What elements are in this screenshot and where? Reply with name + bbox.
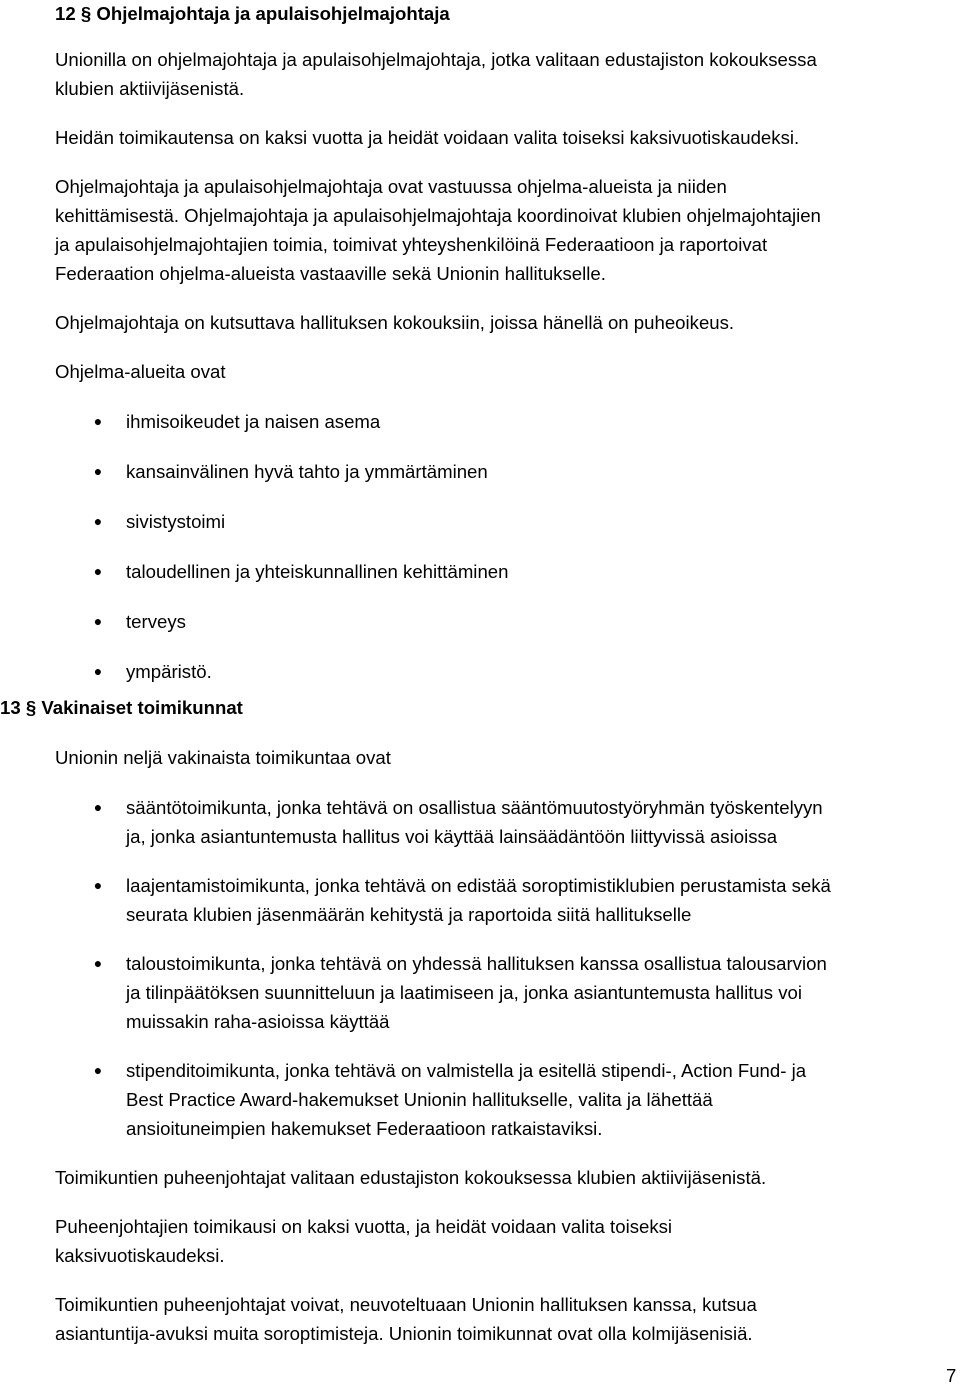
program-areas-list xyxy=(55,407,960,686)
bullet-icon: ● xyxy=(93,877,103,893)
paragraph-chairs-election: Toimikuntien puheenjohtajat valitaan edustajiston kokouksessa klubien aktiivijäsenistä. xyxy=(55,1167,767,1188)
list-item xyxy=(55,657,960,686)
list-item xyxy=(55,607,960,636)
text-line: laajentamistoimikunta, jonka tehtävä on edistää soroptimistiklubien perustamista sekä xyxy=(126,875,831,896)
text-line: klubien aktiivijäsenistä. xyxy=(55,78,245,99)
section-13-heading xyxy=(0,693,905,722)
list-item-text: terveys xyxy=(126,611,186,632)
list-item xyxy=(55,793,960,851)
list-item xyxy=(55,407,960,436)
text-line: Puheenjohtajien toimikausi on kaksi vuotta, ja heidät voidaan valita toiseksi xyxy=(55,1216,673,1237)
list-item xyxy=(55,457,960,486)
text-line: ja apulaisohjelmajohtajien toimia, toimivat yhteyshenkilöinä Federaatioon ja raportoivat xyxy=(55,234,768,255)
text-line: Unionilla on ohjelmajohtaja ja apulaisohjelmajohtaja, jotka valitaan edustajiston kokouksessa xyxy=(55,49,817,70)
text-line: Federaation ohjelma-alueista vastaaville sekä Unionin hallitukselle. xyxy=(55,263,606,284)
text-line: Toimikuntien puheenjohtajat voivat, neuvoteltuaan Unionin hallituksen kanssa, kutsua xyxy=(55,1294,757,1315)
section-symbol: § xyxy=(25,697,37,718)
section-13-number: 13 xyxy=(0,697,21,718)
list-item-text: ihmisoikeudet ja naisen asema xyxy=(126,411,381,432)
bullet-icon: ● xyxy=(93,1062,103,1078)
bullet-icon: ● xyxy=(93,663,103,679)
bullet-icon: ● xyxy=(93,799,103,815)
list-item xyxy=(55,871,960,929)
page-number: 7 xyxy=(946,1365,957,1386)
text-line: ja, jonka asiantuntemusta hallitus voi käyttää lainsäädäntöön liittyvissä asioissa xyxy=(126,826,778,847)
committees-intro: Unionin neljä vakinaista toimikuntaa ovat xyxy=(55,747,391,768)
text-line: seurata klubien jäsenmäärän kehitystä ja raportoida siitä hallitukselle xyxy=(126,904,692,925)
text-line: stipenditoimikunta, jonka tehtävä on valmistella ja esitellä stipendi-, Action Fund- ja xyxy=(126,1060,807,1081)
text-line: sääntötoimikunta, jonka tehtävä on osallistua sääntömuutostyöryhmän työskentelyyn xyxy=(126,797,823,818)
paragraph-term: Heidän toimikautensa on kaksi vuotta ja heidät voidaan valita toiseksi kaksivuotiskaudeksi. xyxy=(55,127,800,148)
list-item xyxy=(55,557,960,586)
paragraph-speaking-right: Ohjelmajohtaja on kutsuttava hallituksen kokouksiin, joissa hänellä on puheoikeus. xyxy=(55,312,735,333)
list-item-text: sivistystoimi xyxy=(126,511,226,532)
text-line: kehittämisestä. Ohjelmajohtaja ja apulaisohjelmajohtaja koordinoivat klubien ohjelmajohtajien xyxy=(55,205,821,226)
section-12-number: 12 xyxy=(55,3,76,24)
list-item-text: taloudellinen ja yhteiskunnallinen kehittäminen xyxy=(126,561,509,582)
bullet-icon: ● xyxy=(93,955,103,971)
text-line: Ohjelmajohtaja ja apulaisohjelmajohtaja ovat vastuussa ohjelma-alueista ja niiden xyxy=(55,176,727,197)
section-12-heading xyxy=(55,0,960,28)
text-line: taloustoimikunta, jonka tehtävä on yhdessä hallituksen kanssa osallistua talousarvion xyxy=(126,953,827,974)
bullet-icon: ● xyxy=(93,413,103,429)
paragraph-election xyxy=(55,45,960,103)
paragraph-chairs-term xyxy=(55,1212,960,1270)
section-12-title: Ohjelmajohtaja ja apulaisohjelmajohtaja xyxy=(96,3,450,24)
text-line: ja tilinpäätöksen suunnitteluun ja laatimiseen ja, jonka asiantuntemusta hallitus voi xyxy=(126,982,802,1003)
section-symbol: § xyxy=(80,3,92,24)
list-item-text: ympäristö. xyxy=(126,661,212,682)
text-line: asiantuntija-avuksi muita soroptimisteja. Unionin toimikunnat ovat olla kolmijäsenisiä. xyxy=(55,1323,753,1344)
program-areas-intro: Ohjelma-alueita ovat xyxy=(55,361,226,382)
text-line: Best Practice Award-hakemukset Unionin hallitukselle, valita ja lähettää xyxy=(126,1089,713,1110)
paragraph-responsibilities xyxy=(55,172,960,288)
text-line: ansioituneimpien hakemukset Federaatioon ratkaistaviksi. xyxy=(126,1118,603,1139)
list-item xyxy=(55,949,960,1036)
bullet-icon: ● xyxy=(93,513,103,529)
bullet-icon: ● xyxy=(93,463,103,479)
list-item xyxy=(55,1056,960,1143)
bullet-icon: ● xyxy=(93,613,103,629)
bullet-icon: ● xyxy=(93,563,103,579)
list-item-text: kansainvälinen hyvä tahto ja ymmärtäminen xyxy=(126,461,488,482)
committees-list xyxy=(55,793,960,1143)
text-line: kaksivuotiskaudeksi. xyxy=(55,1245,225,1266)
list-item xyxy=(55,507,960,536)
paragraph-experts xyxy=(55,1290,960,1348)
section-13-title: Vakinaiset toimikunnat xyxy=(41,697,243,718)
text-line: muissakin raha-asioissa käyttää xyxy=(126,1011,390,1032)
